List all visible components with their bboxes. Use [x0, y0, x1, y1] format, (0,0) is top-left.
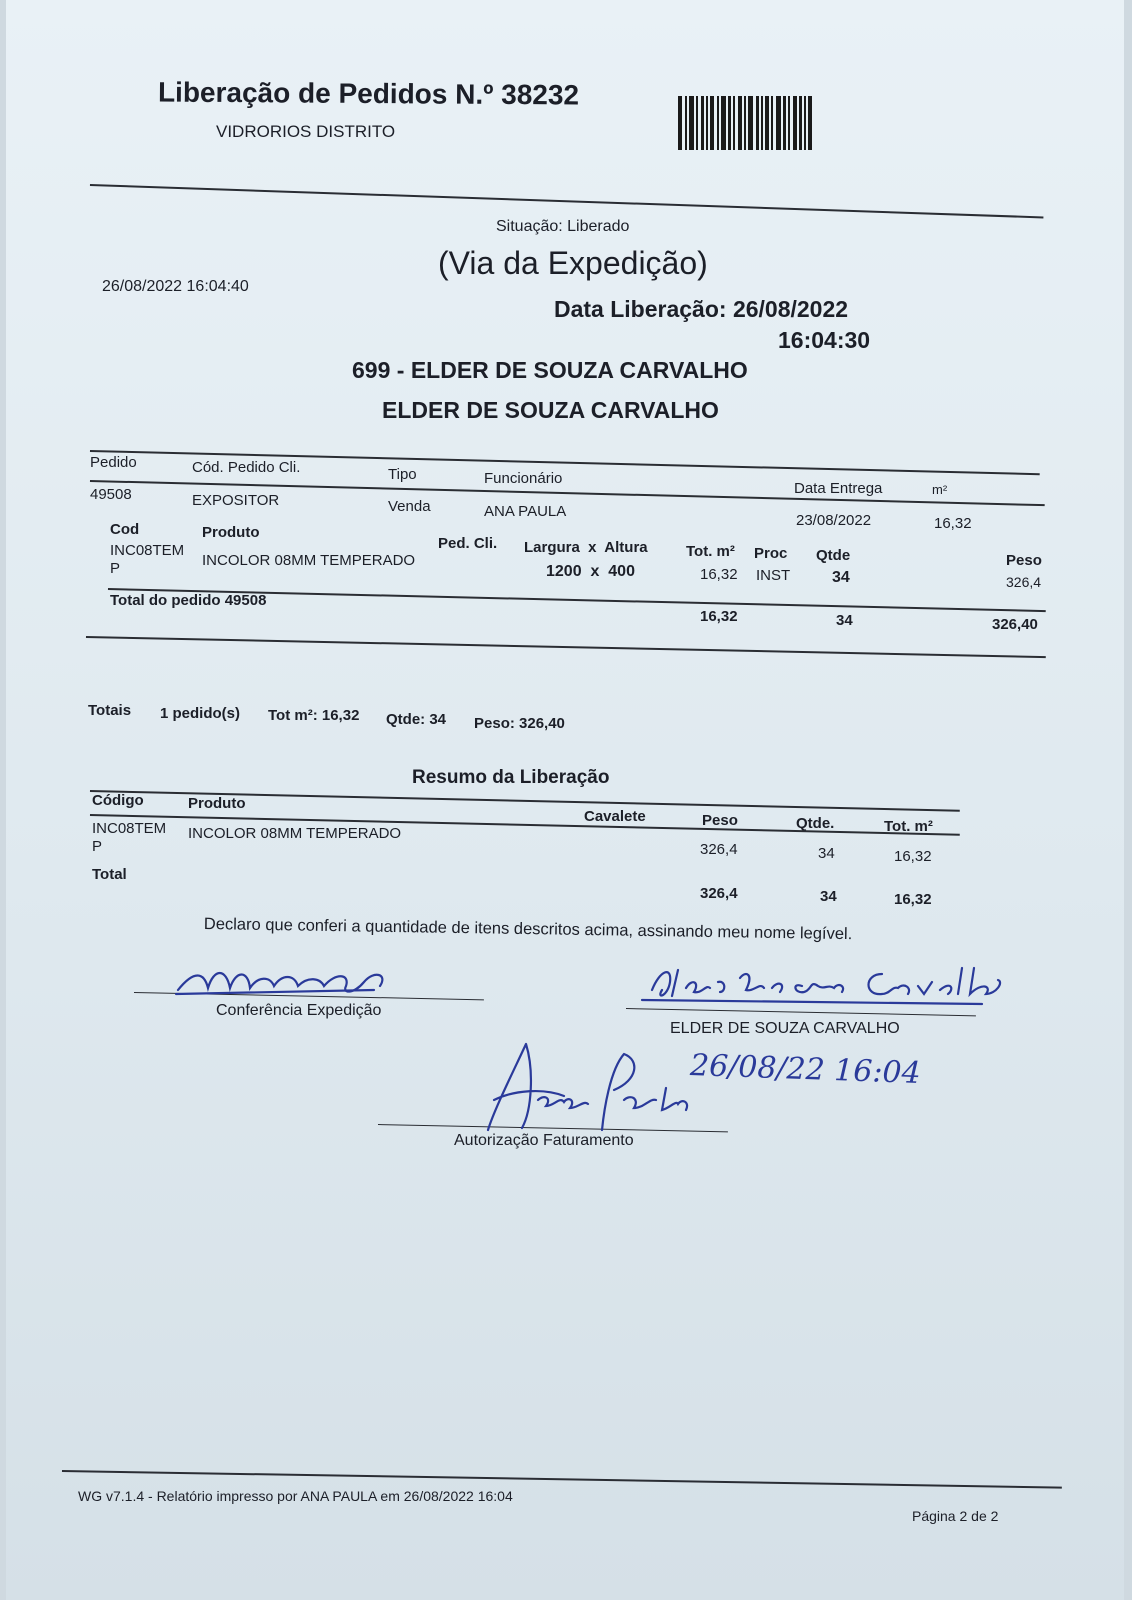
item-produto: INCOLOR 08MM TEMPERADO — [202, 552, 416, 569]
resumo-total-peso: 326,4 — [700, 885, 738, 902]
client-code-name: 699 - ELDER DE SOUZA CARVALHO — [352, 357, 748, 383]
order-total-qtde: 34 — [836, 612, 853, 629]
footer-divider — [62, 1470, 1062, 1489]
item-header-tot-m2: Tot. m² — [686, 543, 735, 560]
resumo-total-label: Total — [92, 866, 127, 883]
item-header-proc: Proc — [754, 545, 788, 562]
header-tipo: Tipo — [388, 466, 417, 483]
header-funcionario: Funcionário — [484, 470, 563, 487]
resumo-codigo-line1: INC08TEM — [92, 820, 167, 837]
header-cod-pedido-cli: Cód. Pedido Cli. — [192, 459, 301, 476]
resumo-header-produto: Produto — [188, 795, 246, 812]
resumo-header-peso: Peso — [702, 812, 738, 829]
footer-print-info: WG v7.1.4 - Relatório impresso por ANA PAULA em 26/08/2022 16:04 — [78, 1488, 513, 1504]
order-pedido: 49508 — [90, 486, 132, 503]
totais-tot-m2: Tot m²: 16,32 — [268, 707, 360, 724]
item-cod-line1: INC08TEM — [110, 542, 185, 559]
via-label: (Via da Expedição) — [438, 245, 708, 281]
declaration-text: Declaro que conferi a quantidade de itens descritos acima, assinando meu nome legível. — [203, 915, 853, 944]
document-title: Liberação de Pedidos N.º 38232 — [157, 76, 580, 111]
resumo-header-tot-m2: Tot. m² — [884, 818, 933, 835]
resumo-title: Resumo da Liberação — [412, 767, 610, 788]
document-page — [6, 0, 1124, 1600]
autorizacao-label: Autorização Faturamento — [454, 1132, 634, 1149]
resumo-header-qtde: Qtde. — [796, 815, 835, 832]
item-header-produto: Produto — [202, 524, 260, 541]
item-header-peso: Peso — [1006, 552, 1042, 569]
item-dimensoes: 1200 x 400 — [546, 563, 635, 580]
conferencia-label: Conferência Expedição — [216, 1002, 382, 1019]
situacao-label: Situação: Liberado — [496, 218, 630, 235]
cliente-label: ELDER DE SOUZA CARVALHO — [670, 1020, 900, 1037]
resumo-total-tot-m2: 16,32 — [894, 891, 932, 908]
header-divider — [90, 184, 1044, 218]
header-m2: m² — [932, 482, 948, 497]
resumo-produto: INCOLOR 08MM TEMPERADO — [188, 825, 402, 842]
item-qtde: 34 — [832, 569, 850, 586]
item-header-cod: Cod — [110, 521, 140, 538]
autorizacao-signature — [474, 1040, 714, 1140]
item-tot-m2: 16,32 — [700, 566, 738, 583]
header-pedido: Pedido — [90, 454, 137, 471]
order-data-entrega: 23/08/2022 — [796, 512, 872, 529]
order-total-tot-m2: 16,32 — [700, 608, 738, 625]
footer-page-number: Página 2 de 2 — [912, 1508, 999, 1524]
resumo-qtde: 34 — [818, 845, 835, 862]
order-total-peso: 326,40 — [992, 616, 1038, 633]
item-proc: INST — [756, 567, 791, 584]
company-name: VIDRORIOS DISTRITO — [216, 122, 396, 141]
data-liberacao-time: 16:04:30 — [778, 327, 871, 353]
resumo-header-codigo: Código — [92, 792, 144, 809]
resumo-peso: 326,4 — [700, 841, 738, 858]
client-name: ELDER DE SOUZA CARVALHO — [382, 397, 719, 423]
order-tipo: Venda — [388, 498, 431, 515]
resumo-total-qtde: 34 — [820, 888, 837, 905]
order-table-bottom-rule — [86, 636, 1046, 658]
resumo-codigo-line2: P — [92, 838, 103, 855]
item-cod-line2: P — [110, 560, 121, 577]
data-liberacao: Data Liberação: 26/08/2022 — [554, 296, 849, 322]
totais-label: Totais — [88, 702, 132, 719]
order-funcionario: ANA PAULA — [484, 503, 567, 520]
conferencia-signature — [174, 960, 404, 1000]
header-data-entrega: Data Entrega — [794, 480, 883, 497]
item-header-ped-cli: Ped. Cli. — [438, 535, 498, 552]
handwritten-date: 26/08/22 16:04 — [689, 1047, 922, 1092]
order-cod-pedido-cli: EXPOSITOR — [192, 492, 280, 509]
item-peso: 326,4 — [1006, 574, 1042, 590]
totais-pedidos: 1 pedido(s) — [160, 705, 241, 722]
item-header-dimensoes: Largura x Altura — [524, 539, 648, 556]
totais-qtde: Qtde: 34 — [386, 711, 447, 728]
print-datetime: 26/08/2022 16:04:40 — [102, 278, 249, 295]
resumo-header-cavalete: Cavalete — [584, 808, 646, 825]
order-m2: 16,32 — [934, 515, 972, 532]
cliente-signature — [642, 960, 1022, 1010]
totais-peso: Peso: 326,40 — [474, 715, 565, 732]
barcode-image — [678, 96, 848, 150]
item-header-qtde: Qtde — [816, 547, 851, 564]
resumo-tot-m2: 16,32 — [894, 848, 932, 865]
order-total-label: Total do pedido 49508 — [110, 592, 267, 609]
